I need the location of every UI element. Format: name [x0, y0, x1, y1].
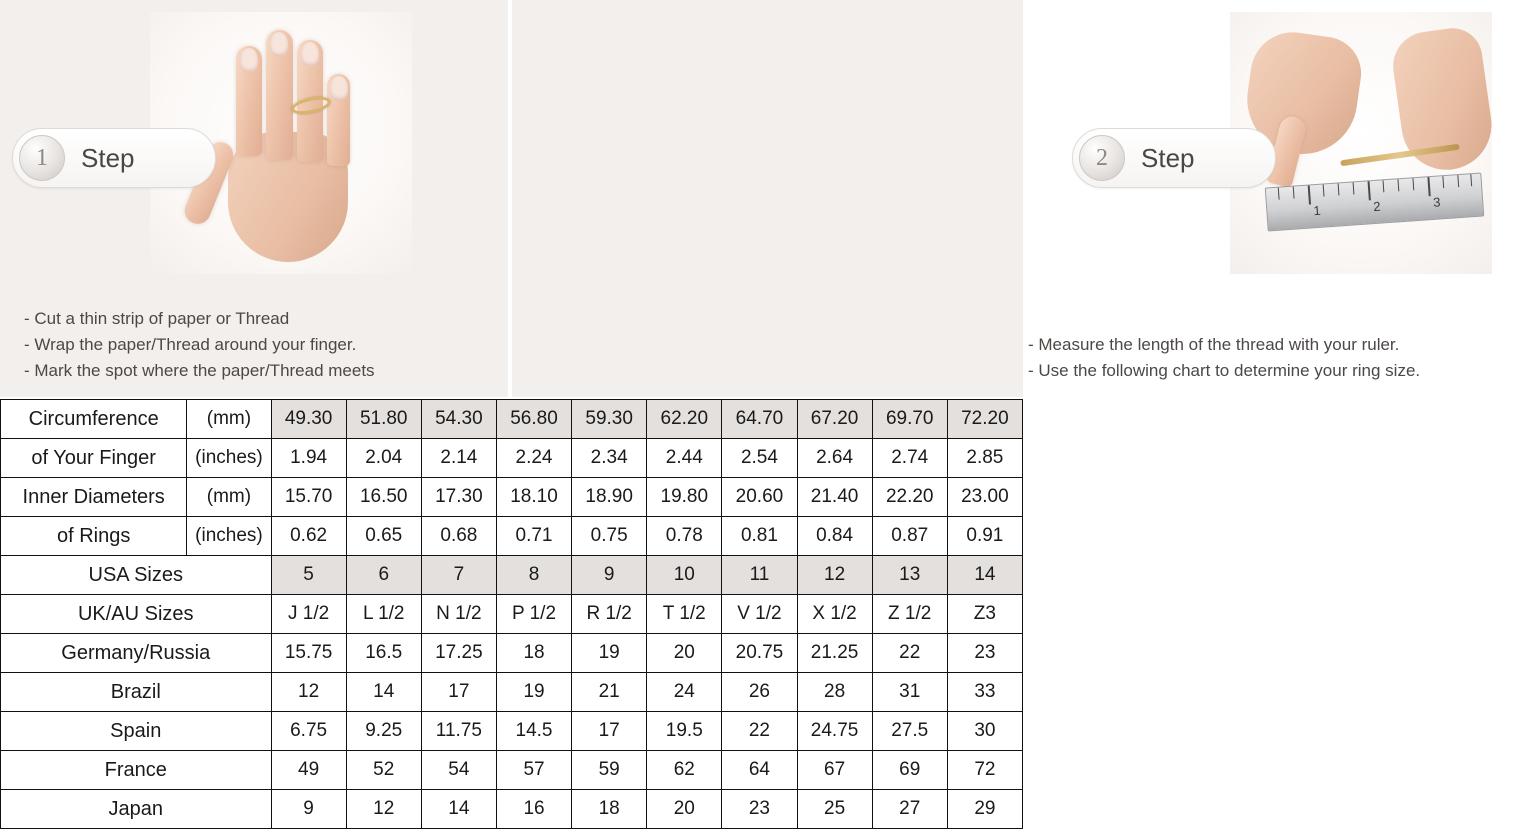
cell: 20.60	[722, 478, 797, 517]
step-1-label: Step	[81, 142, 135, 173]
cell: 27.5	[872, 712, 947, 751]
cell: 19	[496, 673, 571, 712]
cell: 49.30	[271, 400, 346, 439]
ring-size-table-section	[0, 399, 1023, 826]
ruler-tick	[1442, 176, 1444, 188]
cell: 0.68	[421, 517, 496, 556]
table-row	[1, 712, 1023, 751]
cell: 16.5	[346, 634, 421, 673]
cell: 6	[346, 556, 421, 595]
cell: 16	[496, 790, 571, 829]
cell: 9.25	[346, 712, 421, 751]
cell: 6.75	[271, 712, 346, 751]
cell: 2.44	[647, 439, 722, 478]
ruler-number-1: 1	[1312, 202, 1322, 219]
table-row	[1, 790, 1023, 829]
cell: 72	[947, 751, 1022, 790]
cell: 64	[722, 751, 797, 790]
cell: 14	[947, 556, 1022, 595]
row-label-inner-diameters-2: of Rings	[1, 517, 187, 556]
ruler-tick	[1338, 183, 1340, 195]
cell: 20.75	[722, 634, 797, 673]
cell: 18	[496, 634, 571, 673]
cell: 2.04	[346, 439, 421, 478]
row-unit-mm: (mm)	[187, 400, 271, 439]
cell: 18.10	[496, 478, 571, 517]
ruler-tick	[1427, 177, 1430, 196]
cell: 1.94	[271, 439, 346, 478]
cell: 0.65	[346, 517, 421, 556]
row-label-france: France	[1, 751, 272, 790]
cell: 29	[947, 790, 1022, 829]
ring-size-table	[0, 399, 1023, 829]
table-row	[1, 400, 1023, 439]
cell: 15.75	[271, 634, 346, 673]
cell: 2.14	[421, 439, 496, 478]
cell: 62	[647, 751, 722, 790]
step-1-panel	[0, 0, 510, 398]
step-2-panel	[512, 0, 1441, 398]
cell: 23	[947, 634, 1022, 673]
row-unit-inches: (inches)	[187, 517, 271, 556]
cell: 21.40	[797, 478, 872, 517]
row-label-japan: Japan	[1, 790, 272, 829]
ruler-number-2: 2	[1372, 198, 1382, 215]
nail-pinky	[330, 76, 348, 100]
ruler-tick	[1457, 175, 1459, 187]
nail-index	[240, 48, 258, 72]
cell: 67.20	[797, 400, 872, 439]
cell: 17	[572, 712, 647, 751]
cell: 2.74	[872, 439, 947, 478]
cell: 69.70	[872, 400, 947, 439]
cell: J 1/2	[271, 595, 346, 634]
cell: 69	[872, 751, 947, 790]
cell: 14	[346, 673, 421, 712]
step-2-label: Step	[1141, 142, 1195, 173]
step-1-bullet-1: - Cut a thin strip of paper or Thread	[24, 309, 290, 328]
cell: 26	[722, 673, 797, 712]
cell: L 1/2	[346, 595, 421, 634]
cell: 23	[722, 790, 797, 829]
cell: Z3	[947, 595, 1022, 634]
cell: 2.54	[722, 439, 797, 478]
step-2-badge	[1072, 128, 1276, 188]
cell: 11	[722, 556, 797, 595]
cell: P 1/2	[496, 595, 571, 634]
cell: 2.64	[797, 439, 872, 478]
cell: 0.91	[947, 517, 1022, 556]
step-1-badge	[12, 128, 216, 188]
cell: 13	[872, 556, 947, 595]
ruler-number-3: 3	[1432, 194, 1441, 210]
cell: 31	[872, 673, 947, 712]
cell: 0.62	[271, 517, 346, 556]
cell: 12	[271, 673, 346, 712]
ruler-tick	[1470, 174, 1472, 186]
step-2-instructions	[1028, 332, 1528, 384]
cell: 10	[647, 556, 722, 595]
cell: R 1/2	[572, 595, 647, 634]
cell: 54.30	[421, 400, 496, 439]
ruler-tick	[1412, 178, 1414, 190]
cell: 17.25	[421, 634, 496, 673]
ruler-tick	[1323, 185, 1325, 197]
cell: 19.80	[647, 478, 722, 517]
instructions-section	[0, 0, 1441, 398]
row-label-usa-sizes: USA Sizes	[1, 556, 272, 595]
cell: 11.75	[421, 712, 496, 751]
cell: 14	[421, 790, 496, 829]
cell: 28	[797, 673, 872, 712]
cell: 59.30	[572, 400, 647, 439]
ruler-tick	[1308, 185, 1311, 204]
cell: 18	[572, 790, 647, 829]
nail-middle	[270, 32, 288, 56]
cell: 22	[872, 634, 947, 673]
cell: 16.50	[346, 478, 421, 517]
ruler-tick	[1383, 180, 1385, 192]
ruler-tick	[1293, 187, 1295, 199]
cell: 2.34	[572, 439, 647, 478]
cell: 5	[271, 556, 346, 595]
table-row	[1, 673, 1023, 712]
cell: 22.20	[872, 478, 947, 517]
cell: 51.80	[346, 400, 421, 439]
row-label-circumference-1: Circumference	[1, 400, 187, 439]
cell: 19.5	[647, 712, 722, 751]
cell: 12	[797, 556, 872, 595]
cell: 33	[947, 673, 1022, 712]
cell: 24	[647, 673, 722, 712]
row-label-germany-russia: Germany/Russia	[1, 634, 272, 673]
row-unit-inches: (inches)	[187, 439, 271, 478]
table-row	[1, 556, 1023, 595]
cell: 25	[797, 790, 872, 829]
row-label-inner-diameters-1: Inner Diameters	[1, 478, 187, 517]
row-label-brazil: Brazil	[1, 673, 272, 712]
cell: 72.20	[947, 400, 1022, 439]
row-label-spain: Spain	[1, 712, 272, 751]
ruler-tick	[1368, 181, 1371, 200]
step-2-bullet-2: - Use the following chart to determine your ring size.	[1028, 361, 1421, 380]
cell: 67	[797, 751, 872, 790]
row-label-circumference-2: of Your Finger	[1, 439, 187, 478]
cell: 17.30	[421, 478, 496, 517]
row-label-uk-au-sizes: UK/AU Sizes	[1, 595, 272, 634]
cell: 49	[271, 751, 346, 790]
cell: 0.81	[722, 517, 797, 556]
cell: 30	[947, 712, 1022, 751]
nail-ring	[301, 42, 319, 66]
cell: 19	[572, 634, 647, 673]
cell: 24.75	[797, 712, 872, 751]
cell: 20	[647, 634, 722, 673]
table-row	[1, 751, 1023, 790]
cell: 52	[346, 751, 421, 790]
cell: 7	[421, 556, 496, 595]
cell: 2.85	[947, 439, 1022, 478]
cell: 9	[572, 556, 647, 595]
cell: 2.24	[496, 439, 571, 478]
cell: 0.75	[572, 517, 647, 556]
table-row	[1, 478, 1023, 517]
cell: 22	[722, 712, 797, 751]
cell: 56.80	[496, 400, 571, 439]
cell: 18.90	[572, 478, 647, 517]
cell: 27	[872, 790, 947, 829]
cell: 23.00	[947, 478, 1022, 517]
cell: Z 1/2	[872, 595, 947, 634]
ruler-tick	[1278, 188, 1280, 200]
cell: 9	[271, 790, 346, 829]
table-row	[1, 517, 1023, 556]
cell: 59	[572, 751, 647, 790]
table-row	[1, 634, 1023, 673]
cell: 20	[647, 790, 722, 829]
cell: 21.25	[797, 634, 872, 673]
cell: X 1/2	[797, 595, 872, 634]
row-unit-mm: (mm)	[187, 478, 271, 517]
step-1-bullet-2: - Wrap the paper/Thread around your finger.	[24, 335, 357, 354]
cell: 15.70	[271, 478, 346, 517]
table-row	[1, 595, 1023, 634]
cell: N 1/2	[421, 595, 496, 634]
cell: 17	[421, 673, 496, 712]
step-2-number: 2	[1079, 135, 1125, 181]
cell: 57	[496, 751, 571, 790]
step-1-number: 1	[19, 135, 65, 181]
cell: 14.5	[496, 712, 571, 751]
table-row	[1, 439, 1023, 478]
cell: 54	[421, 751, 496, 790]
step-1-bullet-3: - Mark the spot where the paper/Thread meets	[24, 361, 375, 380]
cell: 0.87	[872, 517, 947, 556]
cell: 21	[572, 673, 647, 712]
cell: 12	[346, 790, 421, 829]
step-2-bullet-1: - Measure the length of the thread with your ruler.	[1028, 335, 1400, 354]
cell: 0.71	[496, 517, 571, 556]
cell: V 1/2	[722, 595, 797, 634]
cell: 64.70	[722, 400, 797, 439]
cell: 62.20	[647, 400, 722, 439]
ruler-tick	[1353, 182, 1355, 194]
cell: 0.78	[647, 517, 722, 556]
cell: 0.84	[797, 517, 872, 556]
ruler-tick	[1397, 179, 1399, 191]
step-1-instructions	[24, 306, 494, 384]
cell: 8	[496, 556, 571, 595]
cell: T 1/2	[647, 595, 722, 634]
